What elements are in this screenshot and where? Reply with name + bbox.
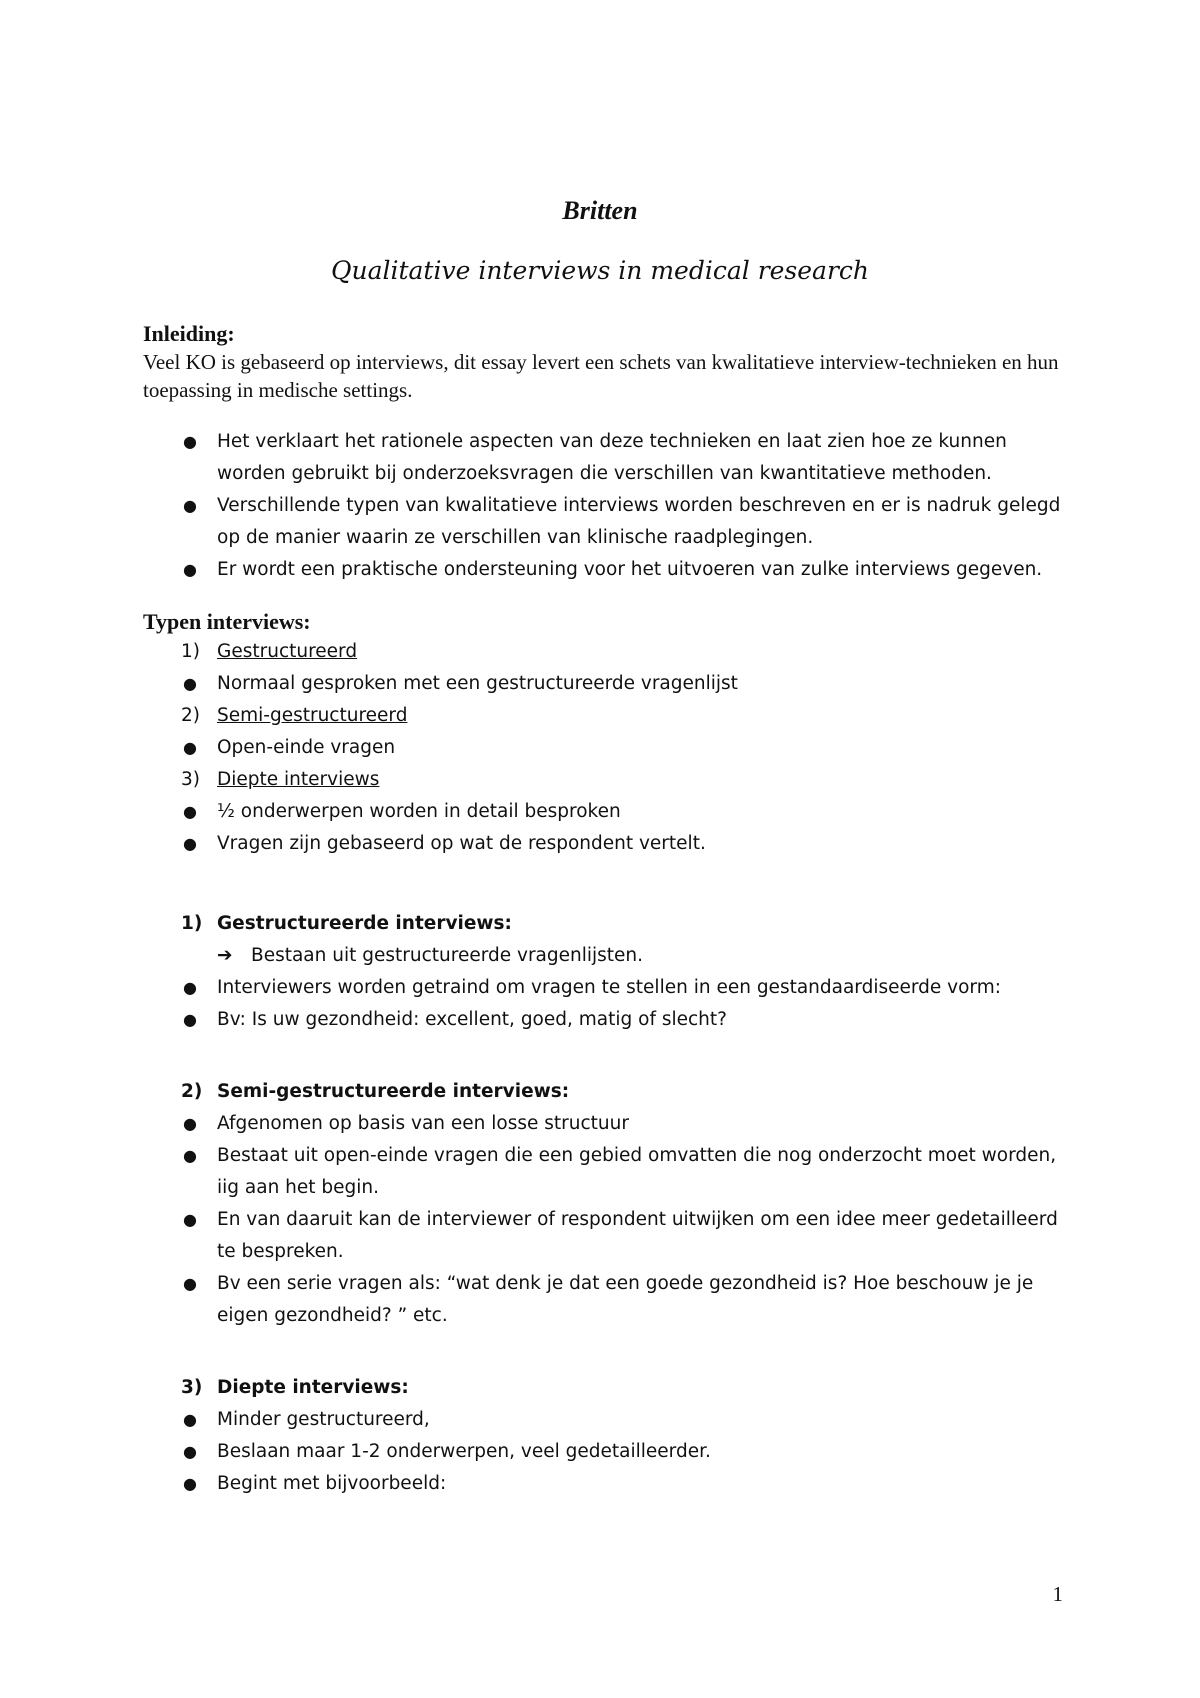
document-body [143,320,1073,1500]
list-item: ● Er wordt een praktische ondersteuning voor het uitvoeren van zulke interviews gegeven. [143,554,1073,586]
bullet-icon: ● [183,1114,197,1133]
bullet-icon: ● [183,496,197,515]
list-item: ● Bestaat uit open-einde vragen die een gebied omvatten die nog onderzocht moet worden, iig aan het begin. [143,1140,1073,1204]
section3-heading: 3) Diepte interviews: [181,1377,409,1398]
section1-heading: 1) Gestructureerde interviews: [181,913,512,934]
section2-bullets [143,1108,1073,1332]
list-item: ● Minder gestructureerd, [143,1404,1073,1436]
bullet-icon: ● [183,1442,197,1461]
document-subtitle: Qualitative interviews in medical research [330,256,870,285]
list-item: ● Vragen zijn gebaseerd op wat de respondent vertelt. [143,828,1073,860]
bullet-icon: ● [183,674,197,693]
bullet-icon: ● [183,1474,197,1493]
list-item: ● Het verklaart het rationele aspecten van deze technieken en laat zien hoe ze kunnen worden gebruikt bij onderzoeksvragen die verschillen van kwantitatieve methoden. [143,426,1073,490]
types-sublist [143,732,1073,764]
intro-bullet-list [143,426,1073,586]
bullet-icon: ● [183,1146,197,1165]
bullet-icon: ● [183,978,197,997]
types-list [143,636,1073,668]
types-sublist [143,796,1073,860]
document-title: Britten [562,196,638,225]
intro-heading: Inleiding: [143,321,235,346]
types-list [143,700,1073,732]
list-item: ● En van daaruit kan de interviewer of respondent uitwijken om een idee meer gedetailleerd te bespreken. [143,1204,1073,1268]
list-item: ● Open-einde vragen [143,732,1073,764]
types-heading: Typen interviews: [143,609,311,634]
bullet-icon: ● [183,1210,197,1229]
bullet-icon: ● [183,1010,197,1029]
list-item: ● Bv een serie vragen als: “wat denk je dat een goede gezondheid is? Hoe beschouw je je eigen gezondheid? ” etc. [143,1268,1073,1332]
bullet-icon: ● [183,432,197,451]
intro-text: Veel KO is gebaseerd op interviews, dit essay levert een schets van kwalitatieve interview-technieken en hun toepassing in medische settings. [143,350,1059,402]
bullet-icon: ● [183,738,197,757]
bullet-icon: ● [183,560,197,579]
types-list [143,764,1073,796]
list-item: 3) Diepte interviews [181,769,380,790]
list-item: ● Beslaan maar 1-2 onderwerpen, veel gedetailleerder. [143,1436,1073,1468]
bullet-icon: ● [183,1410,197,1429]
section2-heading: 2) Semi-gestructureerde interviews: [181,1081,570,1102]
section3-bullets [143,1404,1073,1500]
page-number: 1 [1052,1582,1063,1606]
bullet-icon: ● [183,1274,197,1293]
bullet-icon: ● [183,802,197,821]
arrow-right-icon: ➔ [217,945,233,966]
section1-bullets [143,972,1073,1036]
list-item: 1) Gestructureerd [181,641,358,662]
list-item: ● Interviewers worden getraind om vragen te stellen in een gestandaardiseerde vorm: [143,972,1073,1004]
list-item: ● ½ onderwerpen worden in detail besproken [143,796,1073,828]
list-item: ● Bv: Is uw gezondheid: excellent, goed, matig of slecht? [143,1004,1073,1036]
section1-arrow-line: ➔ Bestaan uit gestructureerde vragenlijsten. [143,940,1073,972]
bullet-icon: ● [183,834,197,853]
list-item: ● Afgenomen op basis van een losse structuur [143,1108,1073,1140]
list-item: ● Verschillende typen van kwalitatieve interviews worden beschreven en er is nadruk gelegd op de manier waarin ze verschillen van klinische raadplegingen. [143,490,1073,554]
list-item: ● Begint met bijvoorbeeld: [143,1468,1073,1500]
list-item: ● Normaal gesproken met een gestructureerde vragenlijst [143,668,1073,700]
list-item: 2) Semi-gestructureerd [181,705,408,726]
types-sublist [143,668,1073,700]
